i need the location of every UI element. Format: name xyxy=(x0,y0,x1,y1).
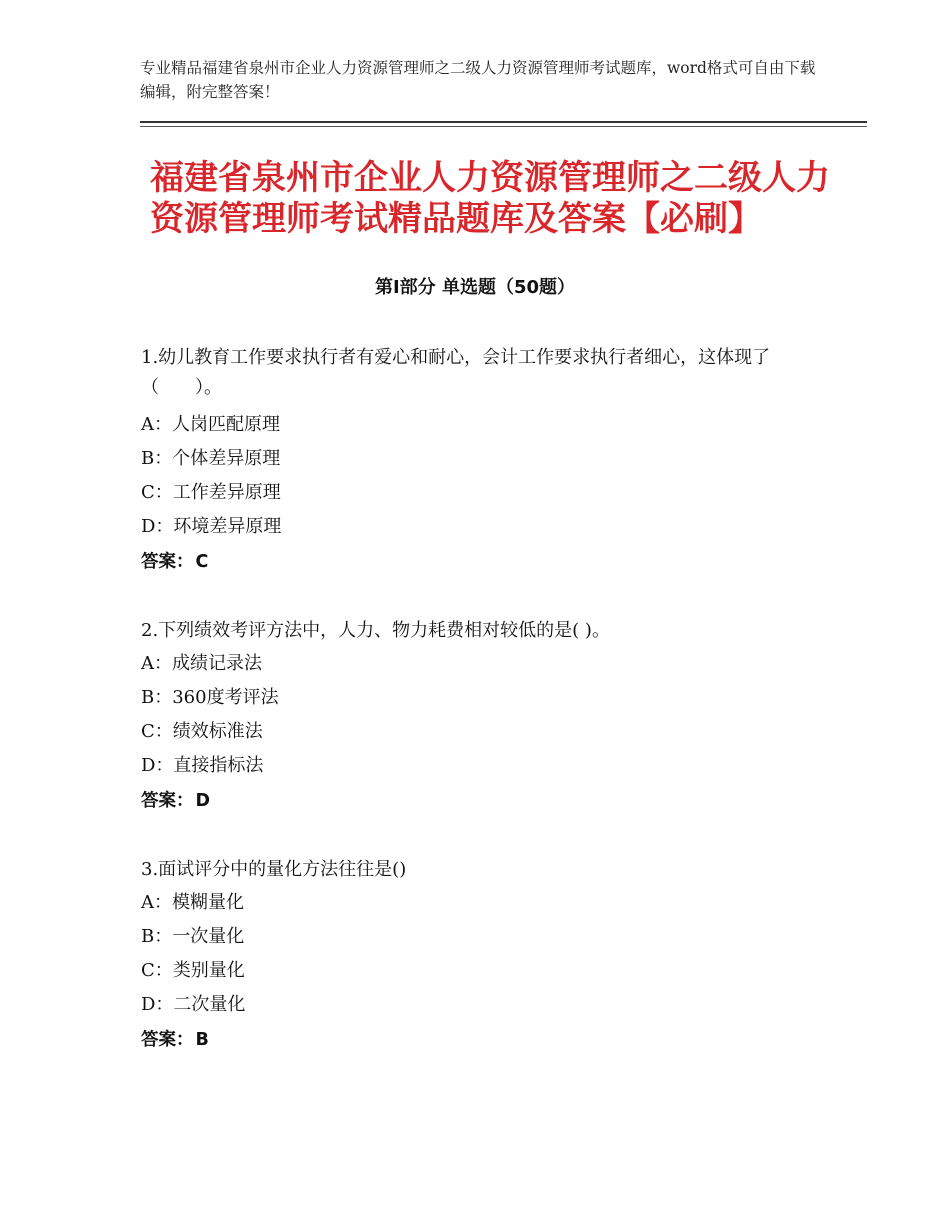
answer-value: D xyxy=(195,791,211,811)
answer-label: 答案： xyxy=(141,552,194,572)
answer-line xyxy=(141,1028,209,1052)
option-a: A：人岗匹配原理 xyxy=(141,414,280,435)
document-title: 福建省泉州市企业人力资源管理师之二级人力资源管理师考试精品题库及答案【必刷】 xyxy=(150,158,830,239)
option-c: C：工作差异原理 xyxy=(141,482,281,503)
answer-line xyxy=(141,789,210,813)
answer-label: 答案： xyxy=(141,791,194,811)
question-stem: 1.幼儿教育工作要求执行者有爱心和耐心，会计工作要求执行者细心，这体现了（ ）。 xyxy=(141,347,771,398)
section-heading: 第Ⅰ部分 单选题（50题） xyxy=(374,277,575,298)
header-divider-thick xyxy=(140,121,867,123)
option-d: D：二次量化 xyxy=(141,994,246,1015)
answer-line xyxy=(141,550,208,574)
option-a: A：成绩记录法 xyxy=(141,653,262,674)
question-stem: 2.下列绩效考评方法中，人力、物力耗费相对较低的是( )。 xyxy=(141,620,610,641)
option-d: D：环境差异原理 xyxy=(141,516,282,537)
option-b: B：个体差异原理 xyxy=(141,448,281,469)
option-d: D：直接指标法 xyxy=(141,755,264,776)
answer-value: B xyxy=(195,1030,209,1050)
option-c: C：类别量化 xyxy=(141,960,245,981)
question-stem: 3.面试评分中的量化方法往往是() xyxy=(141,859,407,880)
option-b: B：360度考评法 xyxy=(141,687,279,708)
header-divider-thin xyxy=(140,126,867,127)
option-a: A：模糊量化 xyxy=(141,892,244,913)
option-b: B：一次量化 xyxy=(141,926,245,947)
header-note: 专业精品福建省泉州市企业人力资源管理师之二级人力资源管理师考试题库，word格式可自由下载编辑，附完整答案！ xyxy=(140,59,816,101)
option-c: C：绩效标准法 xyxy=(141,721,263,742)
answer-value: C xyxy=(195,552,209,572)
answer-label: 答案： xyxy=(141,1030,194,1050)
